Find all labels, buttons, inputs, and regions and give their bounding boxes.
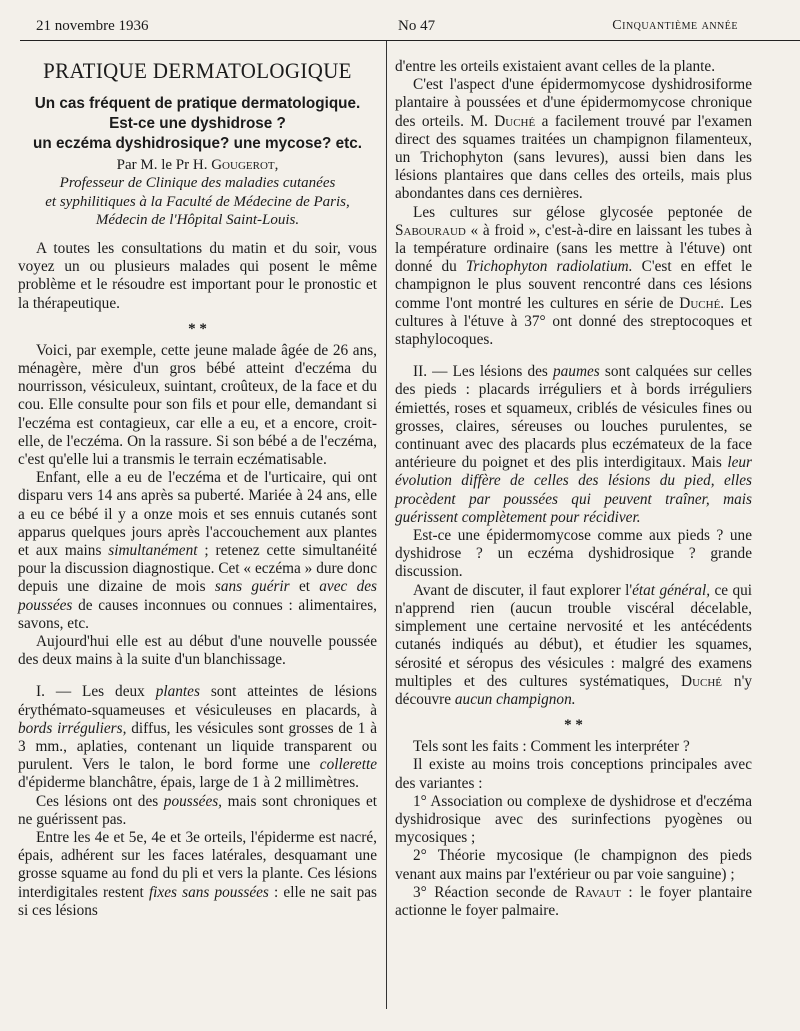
paragraph: 2° Théorie mycosique (le champignon des pieds venant aux mains par l'extérieur ou par voie sanguine) ; <box>395 847 752 883</box>
paragraph: I. — Les deux plantes sont atteintes de lésions érythémato-squameuses et vésiculeuses en placards, à bords irréguliers, diffus, les vésicules sont grosses de 1 à 3 mm., aplaties, contenant un liquide transparent ou purulent. Vers le talon, le bord forme une collerette d'épiderme blanchâtre, épais, large de 1 à 2 millimètres. <box>18 683 377 792</box>
paragraph: C'est l'aspect d'une épidermomycose dyshidrosiforme plantaire à poussées et d'une épidermomycose chronique des orteils. M. Duché a facilement trouvé par l'examen direct des squames traitées un champignon filamenteux, un Trichophyton (sans levures), aussi bien dans les lésions plantaires que dans celles des orteils, mais plus abondantes dans ces dernières. <box>395 76 752 203</box>
byline-prefix: Par M. le Pr H. <box>116 157 208 174</box>
affiliation-line: et syphilitiques à la Faculté de Médecine de Paris, <box>45 193 350 210</box>
paragraph: Ces lésions ont des poussées, mais sont chroniques et ne guérissent pas. <box>18 792 377 828</box>
page-header <box>36 14 738 38</box>
paragraph: Est-ce une épidermomycose comme aux pieds ? une dyshidrose ? un eczéma dyshidrosique ? grande discussion. <box>395 527 752 581</box>
subtitle-line: Est-ce une dyshidrose ? <box>109 115 286 133</box>
section-stars: * * <box>188 320 207 337</box>
affiliation-line: Professeur de Clinique des maladies cutanées <box>59 175 336 192</box>
subtitle-line: un eczéma dyshidrosique? une mycose? etc. <box>33 135 362 153</box>
article-title: PRATIQUE DERMATOLOGIQUE <box>43 58 352 83</box>
header-issue-number: No 47 <box>398 18 436 34</box>
right-column <box>395 58 752 920</box>
article-subtitle <box>18 94 377 154</box>
affiliation-line: Médecin de l'Hôpital Saint-Louis. <box>95 212 300 229</box>
paragraph: Aujourd'hui elle est au début d'une nouvelle poussée des deux mains à la suite d'un blanchissage. <box>18 632 377 669</box>
paragraph: Avant de discuter, il faut explorer l'état général, ce qui n'apprend rien (aucun trouble viscéral décelable, simplement une certaine nervosité et les antécédents cutanés indiqués au début), et étudier les squames, sérosité et séropus des vésicules : malgré des examens multiples et des cultures systématiques, Duché n'y découvre aucun champignon. <box>395 581 753 708</box>
column-divider <box>386 41 387 1009</box>
author-affiliation <box>18 174 377 230</box>
paragraph: 1° Association ou complexe de dyshidrose et d'eczéma dyshidrosique avec des surinfections pyogènes ou mycosiques ; <box>395 792 752 847</box>
section-stars: * * <box>564 717 583 734</box>
paragraph: Tels sont les faits : Comment les interpréter ? <box>413 738 690 756</box>
author-name: Gougerot, <box>211 157 279 174</box>
byline <box>18 156 377 174</box>
paragraph: Voici, par exemple, cette jeune malade âgée de 26 ans, ménagère, mère d'un gros bébé atteint d'eczéma du nourrisson, vésiculeux, suintant, croûteux, de la face et du cou. Elle consulte pour son fils et pour elle, demandant si l'eczéma est contagieux, car elle a eu, et a encore, croit-elle, de l'eczéma. On la rassure. Si son bébé a de l'eczéma, c'est qu'elle lui a transmis le terrain eczématisable. <box>18 341 377 468</box>
paragraph: d'entre les orteils existaient avant celles de la plante. <box>395 58 716 75</box>
paragraph: A toutes les consultations du matin et du soir, vous voyez un ou plusieurs malades qui posent le même problème et le résoudre est important pour le pronostic et la thérapeutique. <box>18 239 377 312</box>
paragraph: Enfant, elle a eu de l'eczéma et de l'urticaire, qui ont disparu vers 14 ans après sa puberté. Mariée à 24 ans, elle a eu ce bébé il y a onze mois et ses ennuis cutanés sont apparus quelques jours après l'accouchement aux plantes et aux mains simultanément ; retenez cette simultanéité pour la discussion diagnostique. Cet « eczéma » dure donc depuis une dizaine de mois sans guérir et avec des poussées de causes inconnues ou connues : alimentaires, savons, etc. <box>18 469 377 632</box>
paragraph: Entre les 4e et 5e, 4e et 3e orteils, l'épiderme est nacré, épais, adhérent sur les faces latérales, desquamant une grosse squame au fond du pli et vers la plante. Ces lésions interdigitales restent fixes sans poussées : elle ne sait pas si ces lésions <box>18 829 377 919</box>
header-rule <box>20 40 800 41</box>
header-year: Cinquantième année <box>612 18 738 33</box>
left-column <box>18 50 377 920</box>
paragraph: 3° Réaction seconde de Ravaut : le foyer plantaire actionne le foyer palmaire. <box>395 883 753 919</box>
header-date: 21 novembre 1936 <box>36 18 149 34</box>
paragraph: Les cultures sur gélose glycosée peptonée de Sabouraud « à froid », c'est-à-dire en laissant les tubes à la température ordinaire (sans les mettre à l'étuve) ont donné du Trichophyton radiolatium. C'est en effet le champignon le plus souvent rencontré dans ces lésions comme l'ont montré les cultures en série de Duché. Les cultures à l'étuve à 37° ont donné des streptocoques et staphylocoques. <box>395 203 753 349</box>
paragraph: II. — Les lésions des paumes sont calquées sur celles des pieds : placards irréguliers et à bords irréguliers émiettés, roses et squameux, criblés de vésicules fines ou grosses, claires, séreuses ou louches purulentes, se continuant avec des placards plus eczémateux de la face antérieure du poignet et des plis interdigitaux. Mais leur évolution diffère de celles des lésions du pied, elles procèdent par poussées qui peuvent traîner, mais guérissent complètement pour récidiver. <box>395 363 752 526</box>
paragraph: Il existe au moins trois conceptions principales avec des variantes : <box>395 756 752 792</box>
subtitle-line: Un cas fréquent de pratique dermatologique. <box>34 95 361 113</box>
